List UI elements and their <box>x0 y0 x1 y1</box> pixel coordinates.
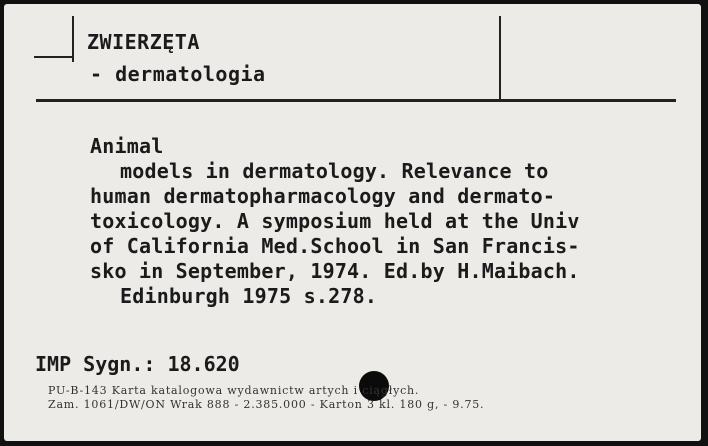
card-footer <box>48 384 484 412</box>
entry-line: Animal <box>90 134 164 158</box>
entry-line: models in dermatology. Relevance to <box>120 159 549 183</box>
entry-line: toxicology. A symposium held at the Univ <box>90 209 580 233</box>
catalog-card <box>4 4 701 441</box>
header-bottom-rule <box>36 99 676 102</box>
call-number-prefix: IMP <box>35 352 72 376</box>
subject-heading: ZWIERZĘTA <box>87 30 200 54</box>
call-number <box>35 352 240 376</box>
entry-line: human dermatopharmacology and dermato- <box>90 184 556 208</box>
entry-line: of California Med.School in San Francis- <box>90 234 580 258</box>
entry-line: Edinburgh 1975 s.278. <box>120 284 378 308</box>
call-number-value: 18.620 <box>167 352 240 376</box>
header-left-rule <box>72 16 74 62</box>
footer-line: Zam. 1061/DW/ON Wrak 888 - 2.385.000 - Karton 3 kl. 180 g, - 9.75. <box>48 398 485 411</box>
entry-line: sko in September, 1974. Ed.by H.Maibach. <box>90 259 580 283</box>
entry-text <box>90 134 700 309</box>
footer-line: PU-B-143 Karta katalogowa wydawnictw artych i ciągłych. <box>48 384 420 397</box>
call-number-label: Sygn.: <box>83 352 156 376</box>
subject-subheading: - dermatologia <box>90 62 266 86</box>
header-right-rule <box>499 16 501 102</box>
header-left-tick <box>34 56 72 58</box>
